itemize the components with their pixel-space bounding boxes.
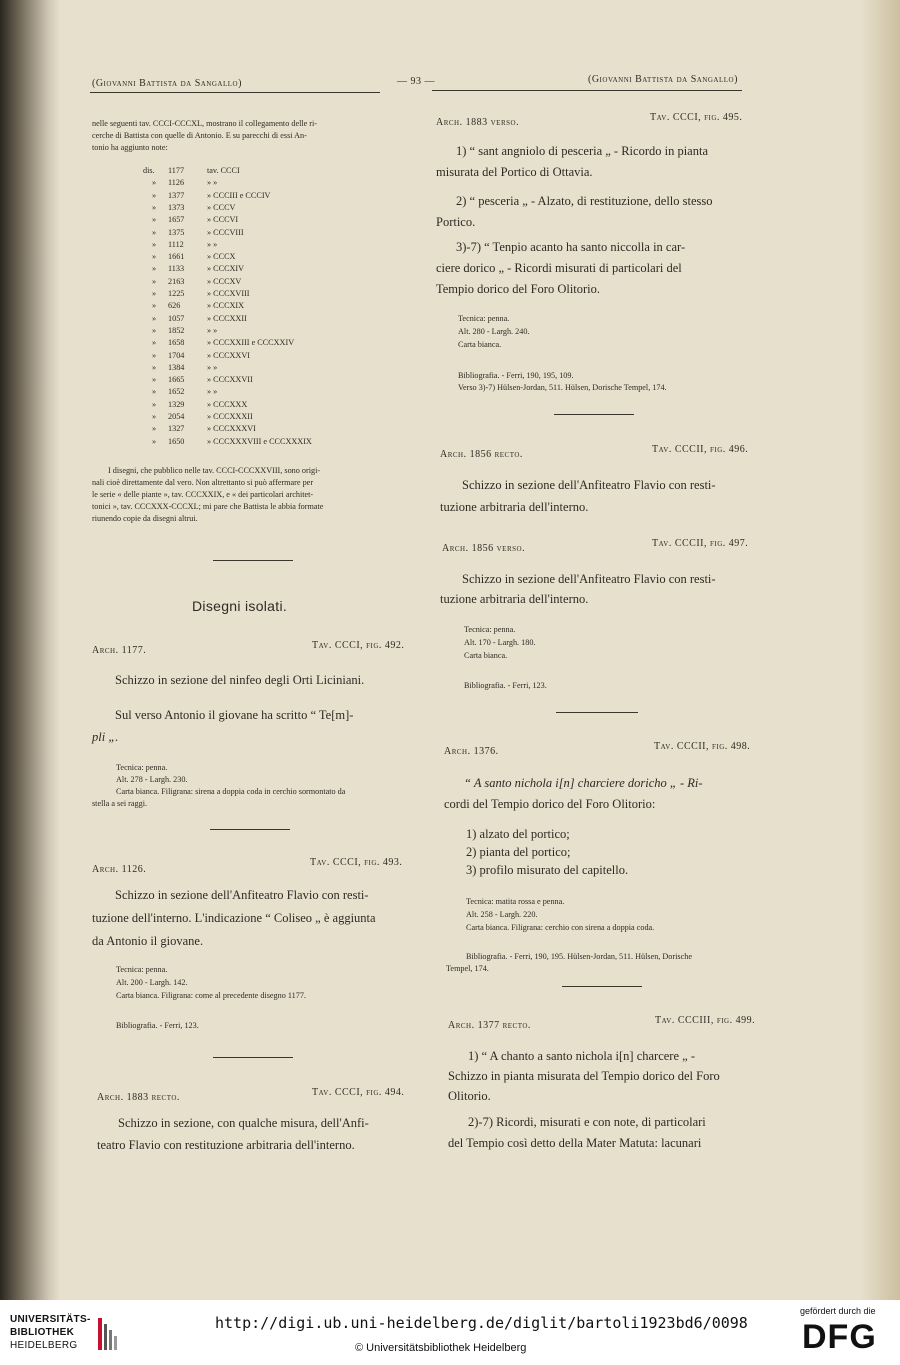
- drawing-list-prefix: »: [152, 313, 157, 323]
- logo-line: BIBLIOTHEK: [10, 1327, 75, 1338]
- drawing-number: 1327: [168, 424, 185, 434]
- entry-text: Olitorio.: [448, 1089, 491, 1103]
- entry-tav: Tav. CCCII, fig. 498.: [654, 741, 751, 752]
- drawing-number: 2054: [168, 412, 185, 421]
- page-number: — 93 —: [397, 76, 435, 87]
- note-line: tonici », tav. CCCXXX-CCCXL; mi pare che Battista le abbia formate: [92, 502, 324, 511]
- entry-arch: Arch. 1883 recto.: [97, 1092, 180, 1103]
- drawing-number: 1112: [168, 239, 184, 249]
- drawing-number: 1133: [168, 264, 185, 274]
- ub-heidelberg-logo: [10, 1314, 210, 1354]
- drawing-number: 1704: [168, 350, 185, 360]
- drawing-number: 626: [168, 301, 181, 311]
- running-header-left: (Giovanni Battista da Sangallo): [92, 78, 242, 89]
- dimensions: Alt. 278 - Largh. 230.: [116, 775, 188, 784]
- entry-text: Schizzo in pianta misurata del Tempio dorico del Foro: [448, 1069, 720, 1083]
- library-emblem-icon: [96, 1316, 120, 1352]
- digitization-footer: [0, 1300, 900, 1365]
- note-line: riunendo copie da disegni altrui.: [92, 514, 198, 523]
- dimensions: Alt. 170 - Largh. 180.: [464, 638, 536, 647]
- note-line: le serie « delle piante », tav. CCCXXIX, e « dei particolari architet-: [92, 490, 314, 499]
- header-rule-left: [90, 92, 380, 93]
- drawing-plate: » CCCV: [207, 202, 236, 212]
- drawing-list-prefix: »: [152, 350, 157, 360]
- entry-text: Schizzo in sezione dell'Anfiteatro Flavio con resti-: [462, 478, 716, 492]
- entry-text: Schizzo in sezione dell'Anfiteatro Flavio con resti-: [462, 572, 716, 586]
- entry-text: da Antonio il giovane.: [92, 934, 204, 948]
- entry-text: 3)-7) “ Tenpio acanto ha santo niccolla in car-: [456, 240, 686, 254]
- drawing-plate: » CCCXXXII: [207, 412, 253, 421]
- drawing-plate: » »: [207, 362, 218, 372]
- logo-line: HEIDELBERG: [10, 1340, 78, 1351]
- separator-rule: [556, 712, 638, 713]
- header-rule-right: [432, 90, 742, 91]
- entry-text: Schizzo in sezione del ninfeo degli Orti Liciniani.: [115, 673, 365, 687]
- entry-text: Portico.: [436, 215, 476, 229]
- drawing-list-prefix: »: [152, 325, 157, 335]
- drawing-plate: » »: [207, 239, 218, 249]
- entry-tav: Tav. CCCII, fig. 497.: [652, 538, 749, 549]
- dimensions: Alt. 280 - Largh. 240.: [458, 327, 530, 336]
- drawing-number: 1658: [168, 338, 185, 348]
- bibliography: Bibliografia. - Ferri, 190, 195, 109.: [458, 371, 574, 380]
- drawing-list-prefix: dis.: [143, 166, 155, 175]
- drawing-plate: » CCCXIX: [207, 301, 245, 311]
- paper: Carta bianca.: [458, 340, 502, 349]
- drawing-list-prefix: »: [152, 436, 157, 446]
- drawing-list-prefix: »: [152, 387, 157, 397]
- bibliography: Tempel, 174.: [446, 964, 489, 973]
- entry-text: Tempio dorico del Foro Olitorio.: [436, 282, 601, 296]
- entry-text: del Tempio così detto della Mater Matuta: lacunari: [448, 1136, 702, 1150]
- entry-text: 2)-7) Ricordi, misurati e con note, di particolari: [468, 1115, 706, 1129]
- drawing-plate: tav. CCCI: [207, 166, 240, 175]
- drawing-number: 1657: [168, 215, 185, 225]
- drawing-number: 1384: [168, 362, 185, 372]
- intro-line: nelle seguenti tav. CCCI-CCCXL, mostrano il collegamento delle ri-: [92, 119, 318, 128]
- technique: Tecnica: penna.: [458, 314, 510, 323]
- entry-arch: Arch. 1376.: [444, 746, 499, 757]
- intro-line: tonio ha aggiunto note:: [92, 143, 168, 152]
- drawing-plate: » CCCXXX: [207, 399, 248, 409]
- entry-text: tuzione arbitraria dell'interno.: [440, 500, 589, 514]
- drawing-list-prefix: »: [152, 362, 157, 372]
- drawing-number: 1661: [168, 252, 185, 262]
- drawing-plate: » CCCXXII: [207, 313, 247, 323]
- drawing-list-prefix: »: [152, 239, 157, 249]
- drawing-plate: » CCCXXXVI: [207, 424, 256, 434]
- drawing-list-prefix: »: [152, 301, 157, 311]
- drawing-number: 2163: [168, 276, 185, 286]
- entry-text: pli „.: [92, 730, 119, 744]
- entry-arch: Arch. 1177.: [92, 645, 147, 656]
- drawing-plate: » CCCXXVII: [207, 375, 253, 385]
- drawing-plate: » »: [207, 178, 218, 188]
- technique: Tecnica: penna.: [464, 625, 516, 634]
- sponsor-label: gefördert durch die: [800, 1306, 876, 1316]
- paper: Carta bianca.: [464, 651, 508, 660]
- entry-text: ciere dorico „ - Ricordi misurati di particolari del: [436, 261, 682, 275]
- entry-arch: Arch. 1883 verso.: [436, 117, 520, 128]
- technique: Tecnica: penna.: [116, 763, 168, 772]
- drawing-plate: » CCCVI: [207, 215, 239, 225]
- separator-rule: [213, 560, 293, 561]
- logo-line: UNIVERSITÄTS-: [10, 1314, 91, 1325]
- entry-text: Schizzo in sezione dell'Anfiteatro Flavio con resti-: [115, 888, 369, 902]
- drawing-number: 1852: [168, 325, 185, 335]
- drawing-number: 1057: [168, 313, 185, 323]
- entry-text: 2) pianta del portico;: [466, 845, 571, 859]
- permalink-url[interactable]: http://digi.ub.uni-heidelberg.de/diglit/bartoli1923bd6/0098: [215, 1314, 748, 1332]
- entry-text: 3) profilo misurato del capitello.: [466, 863, 629, 877]
- drawing-plate: » CCCXIV: [207, 264, 245, 274]
- drawing-plate: » CCCXXVI: [207, 350, 250, 360]
- drawing-plate: » CCCX: [207, 252, 236, 262]
- separator-rule: [213, 1057, 293, 1058]
- drawing-plate: » »: [207, 387, 218, 397]
- drawing-plate: » CCCXXXVIII e CCCXXXIX: [207, 436, 312, 446]
- paper: Carta bianca. Filigrana: sirena a doppia coda in cerchio sormontato da: [116, 787, 346, 796]
- entry-text: tuzione arbitraria dell'interno.: [440, 592, 589, 606]
- drawing-list-prefix: »: [152, 252, 157, 262]
- drawing-list-prefix: »: [152, 375, 157, 385]
- drawing-list-prefix: »: [152, 289, 157, 298]
- drawing-number: 1375: [168, 227, 185, 237]
- paper: stella a sei raggi.: [92, 799, 148, 808]
- drawing-list-prefix: »: [152, 264, 157, 274]
- entry-text: 1) “ A chanto a santo nichola i[n] charcere „ -: [468, 1049, 695, 1063]
- drawing-number: 1373: [168, 202, 185, 212]
- drawing-list-prefix: »: [152, 178, 157, 188]
- copyright-notice: © Universitätsbibliothek Heidelberg: [355, 1342, 527, 1354]
- drawing-list-prefix: »: [152, 227, 157, 237]
- drawing-list-prefix: »: [152, 215, 157, 225]
- drawing-list-prefix: »: [152, 412, 157, 421]
- running-header-right: (Giovanni Battista da Sangallo): [588, 74, 738, 85]
- drawing-number: 1177: [168, 166, 185, 175]
- drawing-list-prefix: »: [152, 338, 157, 348]
- entry-arch: Arch. 1856 recto.: [440, 449, 523, 460]
- drawing-plate: » CCCVIII: [207, 227, 244, 237]
- entry-text: misurata del Portico di Ottavia.: [436, 165, 593, 179]
- entry-tav: Tav. CCCII, fig. 496.: [652, 444, 749, 455]
- drawing-plate: » CCCXV: [207, 276, 242, 286]
- drawing-plate: » »: [207, 325, 218, 335]
- technique: Tecnica: matita rossa e penna.: [466, 897, 565, 906]
- entry-text: 1) “ sant angniolo di pesceria „ - Ricordo in pianta: [456, 144, 709, 158]
- drawing-number: 1329: [168, 399, 185, 409]
- entry-text: Sul verso Antonio il giovane ha scritto “ Te[m]-: [115, 708, 354, 722]
- dimensions: Alt. 200 - Largh. 142.: [116, 978, 188, 987]
- entry-arch: Arch. 1126.: [92, 864, 147, 875]
- separator-rule: [554, 414, 634, 415]
- entry-arch: Arch. 1856 verso.: [442, 543, 526, 554]
- drawing-number: 1652: [168, 387, 185, 397]
- bibliography: Bibliografia. - Ferri, 123.: [116, 1021, 199, 1030]
- drawing-plate: » CCCXXIII e CCCXXIV: [207, 338, 295, 348]
- section-title: Disegni isolati.: [192, 598, 288, 614]
- entry-arch: Arch. 1377 recto.: [448, 1020, 531, 1031]
- dimensions: Alt. 258 - Largh. 220.: [466, 910, 538, 919]
- note-line: nali cioè direttamente dal vero. Non altrettanto si può affermare per: [92, 478, 314, 487]
- drawing-list-prefix: »: [152, 424, 157, 434]
- separator-rule: [210, 829, 290, 830]
- drawing-list-prefix: »: [152, 276, 157, 286]
- drawing-list-prefix: »: [152, 202, 157, 212]
- separator-rule: [562, 986, 642, 987]
- technique: Tecnica: penna.: [116, 965, 168, 974]
- entry-text: tuzione dell'interno. L'indicazione “ Coliseo „ è aggiunta: [92, 911, 376, 925]
- entry-tav: Tav. CCCI, fig. 492.: [312, 640, 405, 651]
- dfg-logo: DFG: [802, 1318, 877, 1356]
- entry-tav: Tav. CCCI, fig. 495.: [650, 112, 743, 123]
- note-line: I disegni, che pubblico nelle tav. CCCI-CCCXXVIII, sono origi-: [108, 466, 321, 475]
- drawing-number: 1126: [168, 178, 185, 188]
- drawing-list-prefix: »: [152, 190, 157, 200]
- entry-text: cordi del Tempio dorico del Foro Olitorio:: [444, 797, 656, 811]
- entry-tav: Tav. CCCI, fig. 494.: [312, 1087, 405, 1098]
- drawing-number: 1665: [168, 375, 185, 385]
- entry-text: 2) “ pesceria „ - Alzato, di restituzione, dello stesso: [456, 194, 713, 208]
- entry-tav: Tav. CCCI, fig. 493.: [310, 857, 403, 868]
- intro-line: cerche di Battista con quelle di Antonio. E su parecchi di essi An-: [92, 131, 307, 140]
- drawing-list-prefix: »: [152, 399, 157, 409]
- entry-text: 1) alzato del portico;: [466, 827, 570, 841]
- drawing-number: 1650: [168, 436, 185, 446]
- drawing-number: 1225: [168, 289, 185, 298]
- entry-text: Schizzo in sezione, con qualche misura, dell'Anfi-: [118, 1116, 369, 1130]
- bibliography: Bibliografia. - Ferri, 190, 195. Hülsen-Jordan, 511. Hülsen, Dorische: [466, 952, 692, 961]
- drawing-plate: » CCCXVIII: [207, 289, 250, 298]
- entry-text: “ A santo nichola i[n] charciere doricho „ - Ri-: [464, 776, 703, 790]
- bibliography: Bibliografia. - Ferri, 123.: [464, 681, 547, 690]
- paper: Carta bianca. Filigrana: cerchio con sirena a doppia coda.: [466, 923, 655, 932]
- entry-text: teatro Flavio con restituzione arbitraria dell'interno.: [97, 1138, 355, 1152]
- paper: Carta bianca. Filigrana: come al precedente disegno 1177.: [116, 991, 306, 1000]
- drawing-plate: » CCCIII e CCCIV: [207, 190, 271, 200]
- entry-tav: Tav. CCCIII, fig. 499.: [655, 1015, 756, 1026]
- bibliography: Verso 3)-7) Hülsen-Jordan, 511. Hülsen, Dorische Tempel, 174.: [458, 383, 667, 392]
- drawing-number: 1377: [168, 190, 185, 200]
